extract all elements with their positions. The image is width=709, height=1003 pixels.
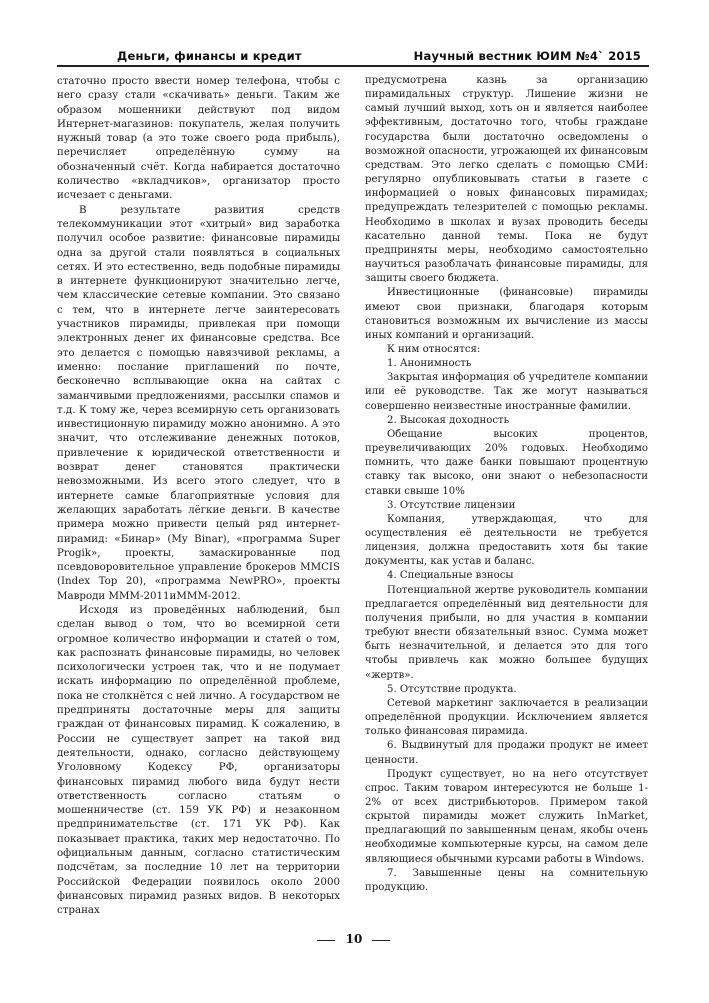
- paragraph: К ним относятся:: [387, 343, 481, 355]
- paragraph: Исходя из проведённых наблюдений, был сделан вывод о том, что во всемирной сети огромное количество информации и статей о том, как распознать финансовые пирамиды, но человек психологически устроен так, что и не подумает искать информацию по определённой проблеме, пока не столкнётся с ней лично. А государством не предприняты достаточные меры для защиты граждан от финансовых пирамид. К сожалению, в России не существует запрет на такой вид деятельности, однако, согласно действующему Уголовному Кодексу РФ, организаторы финансовых пирамид любого вида будут нести ответственность согласно статьям о мошенничестве (ст. 159 УК РФ) и незаконном предпринимательстве (ст. 171 УК РФ). Как показывает практика, таких мер недостаточно. По официальным данным, согласно статистическим подсчётам, за последние 10 лет на территории Российской Федерации появилось около 2000 финансовых пирамид разных видов. В некоторых странах: [57, 603, 340, 917]
- page-footer: [0, 932, 709, 952]
- paragraph: Обещание высоких процентов, преувеличивающих 20% годовых. Необходимо помнить, что даже банки повышают процентную ставку так высоко, они знают о небезопасности ставки свыше 10%: [365, 428, 648, 497]
- list-heading: 4. Специальные взносы: [387, 570, 514, 582]
- running-header: [57, 46, 649, 66]
- header-section-title: Деньги, финансы и кредит: [117, 49, 302, 63]
- list-heading: 3. Отсутствие лицензии: [387, 499, 516, 511]
- footer-rule-left: [317, 940, 335, 941]
- paragraph: Продукт существует, но на него отсутствует спрос. Таким товаром интересуются не больше 1-2% от всех дистрибьюторов. Примером такой скрытой пирамиды может служить InMarket, предлагающий по завышенным ценам, якобы очень необходимые компьютерные курсы, на самом деле являющиеся обычными курсами работы в Windows.: [365, 768, 648, 865]
- paragraph: Потенциальной жертве руководитель компании предлагается определённый вид деятельности для получения прибыли, но для участия в компании требуют внести обязательный взнос. Сумма может быть незначительной, и делается это для того чтобы привлечь как можно большее будущих «жертв».: [365, 584, 648, 681]
- paragraph: Закрытая информация об учредителе компании или её руководстве. Так же могут называться совершенно неизвестные иностранные фамилии.: [365, 372, 648, 412]
- paragraph: Компания, утверждающая, что для осуществления её деятельности не требуется лицензия, должна предоставить хотя бы такие документы, как устав и баланс.: [365, 513, 648, 568]
- list-heading: 1. Анонимность: [387, 358, 472, 370]
- list-heading: 5. Отсутствие продукта.: [387, 683, 517, 695]
- footer-rule-right: [372, 940, 390, 941]
- paragraph: Инвестиционные (финансовые) пирамиды имеют свои признаки, благодаря которым становиться возможным их вычисление из массы иных компаний и организаций.: [365, 287, 648, 341]
- header-rule: [57, 65, 649, 67]
- paragraph: статочно просто ввести номер телефона, чтобы с него сразу стали «скачивать» деньги. Таким же образом мошенники действуют под видом Интернет-магазинов: покупатель, желая получить нужный товар (а это тоже своего рода прибыль), перечисляет определённую сумму на обозначенный счёт. Когда набирается достаточно количество «вкладчиков», организатор просто исчезает с деньгами.: [57, 75, 340, 202]
- header-journal-title: Научный вестник ЮИМ №4` 2015: [413, 49, 641, 63]
- paragraph: Сетевой маркетинг заключается в реализации определённой продукции. Исключением является только финансовая пирамида.: [365, 697, 648, 738]
- list-heading: 6. Выдвинутый для продажи продукт не имеет ценности.: [365, 740, 648, 766]
- right-text-column: [365, 74, 648, 895]
- left-text-column: [57, 74, 340, 918]
- list-heading: 7. Завышенные цены на сомнительную продукцию.: [365, 867, 648, 893]
- paragraph: В результате развития средств телекоммуникации этот «хитрый» вид заработка получил особое развитие: финансовые пирамиды одна за другой стали появляться в социальных сетях. И это естественно, ведь подобные пирамиды в интернете функционируют значительно легче, чем классические сетевые компании. Это связано с тем, что в интернете легче заинтересовать участников пирамиды, привлекая при помощи электронных денег их финансовые средства. Все это делается с помощью навязчивой рекламы, а именно: послание приглашений по почте, бесконечно всплывающие окна на сайтах с заманчивыми предложениями, рассылки спамов и т.д. К тому же, через всемирную сеть организовать инвестиционную пирамиду можно анонимно. А это значит, что отслеживание денежных потоков, привлечение к юридической ответственности и возврат денег становятся практически невозможными. Из всего этого следует, что в интернете самые благоприятные условия для желающих заработать лёгкие деньги. В качестве примера можно привести целый ряд интернет-пирамид: «Бинар» (My Binar), «программа Super Progik», проекты, замаскированные под псевдоворовительное управление брокеров MMCIS (Index Top 20), «программа NewPRO», проекты Мавроди МММ-2011иМММ-2012.: [57, 203, 340, 602]
- paragraph: предусмотрена казнь за организацию пирамидальных структур. Лишение жизни не самый лучший выход, хоть он и является наиболее эффективным, достаточно того, чтобы граждане государства были достаточно осведомлены о возможной опасности, угрожающей их финансовым средствам. Это легко сделать с помощью СМИ: регулярно опубликовывать статьи в газете с информацией о новых финансовых пирамидах; предупреждать телезрителей с помощью рекламы. Необходимо в школах и вузах проводить беседы касательно данной темы. Пока не будут предприняты меры, необходимо самостоятельно научиться разоблачать финансовые пирамиды, для защиты своего бюджета.: [365, 75, 648, 285]
- page-number: 10: [345, 932, 363, 946]
- list-heading: 2. Высокая доходность: [387, 414, 510, 426]
